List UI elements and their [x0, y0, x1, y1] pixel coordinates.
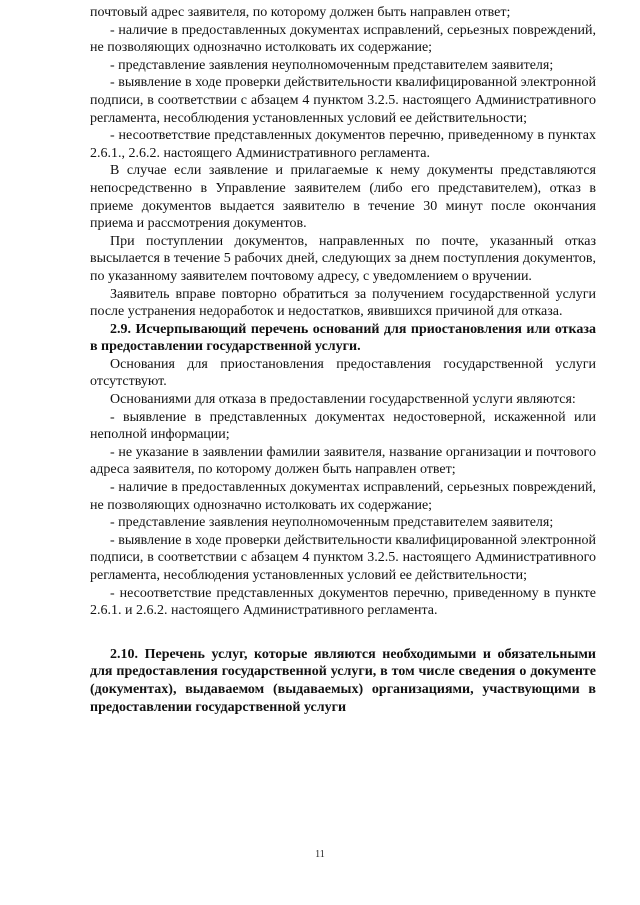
list-item: - выявление в ходе проверки действительности квалифицированной электронной подписи, в соответствии с абзацем 4 пунктом 3.2.5. настоящего Административного регламента, несоблюдения установленных условий ее действительности; — [90, 532, 596, 583]
paragraph: Основаниями для отказа в предоставлении государственной услуги являются: — [110, 392, 576, 408]
list-item: - несоответствие представленных документов перечню, приведенному в пункте 2.6.1. и 2.6.2. настоящего Административного регламента. — [90, 585, 596, 619]
list-item: - выявление в представленных документах недостоверной, искаженной или неполной информации; — [90, 409, 596, 443]
paragraph: Заявитель вправе повторно обратиться за получением государственной услуги после устранения недоработок и недостатков, явившихся причиной для отказа. — [90, 286, 596, 320]
list-item: - представление заявления неуполномоченным представителем заявителя; — [110, 57, 554, 73]
page-number: 11 — [315, 849, 325, 860]
paragraph: В случае если заявление и прилагаемые к нему документы представляются непосредственно в Управление заявителем (либо его представителем), отказ в приеме документов выдается заявителю в течение 30 минут после окончания приема и рассмотрения документов. — [90, 163, 596, 232]
section-heading: 2.10. Перечень услуг, которые являются необходимыми и обязательными для предоставления государственной услуги, в том числе сведения о документе (документах), выдаваемом (выдаваемых) организациями, участвующими в предоставлении государственной услуги — [90, 646, 596, 715]
list-item: - представление заявления неуполномоченным представителем заявителя; — [110, 515, 554, 531]
list-item: - выявление в ходе проверки действительности квалифицированной электронной подписи, в соответствии с абзацем 4 пунктом 3.2.5. настоящего Административного регламента, несоблюдения установленных условий ее действительности; — [90, 75, 596, 126]
document-body — [90, 4, 596, 716]
list-item: - не указание в заявлении фамилии заявителя, название организации и почтового адреса заявителя, по которому должен быть направлен ответ; — [90, 444, 596, 478]
paragraph: При поступлении документов, направленных по почте, указанный отказ высылается в течение 5 рабочих дней, следующих за днем поступления документов, по указанному заявителем почтовому адресу, с уведомлением о вручении. — [90, 233, 596, 284]
section-heading: 2.9. Исчерпывающий перечень оснований для приостановления или отказа в предоставлении государственной услуги. — [90, 321, 596, 355]
list-item: - наличие в предоставленных документах исправлений, серьезных повреждений, не позволяющих однозначно истолковать их содержание; — [90, 480, 596, 513]
list-item: - наличие в предоставленных документах исправлений, серьезных повреждений, не позволяющих однозначно истолковать их содержание; — [90, 22, 596, 56]
paragraph: почтовый адрес заявителя, по которому должен быть направлен ответ; — [90, 5, 511, 20]
list-item: - несоответствие представленных документов перечню, приведенному в пунктах 2.6.1., 2.6.2. настоящего Административного регламента. — [90, 128, 596, 161]
paragraph: Основания для приостановления предоставления государственной услуги отсутствуют. — [90, 356, 596, 390]
